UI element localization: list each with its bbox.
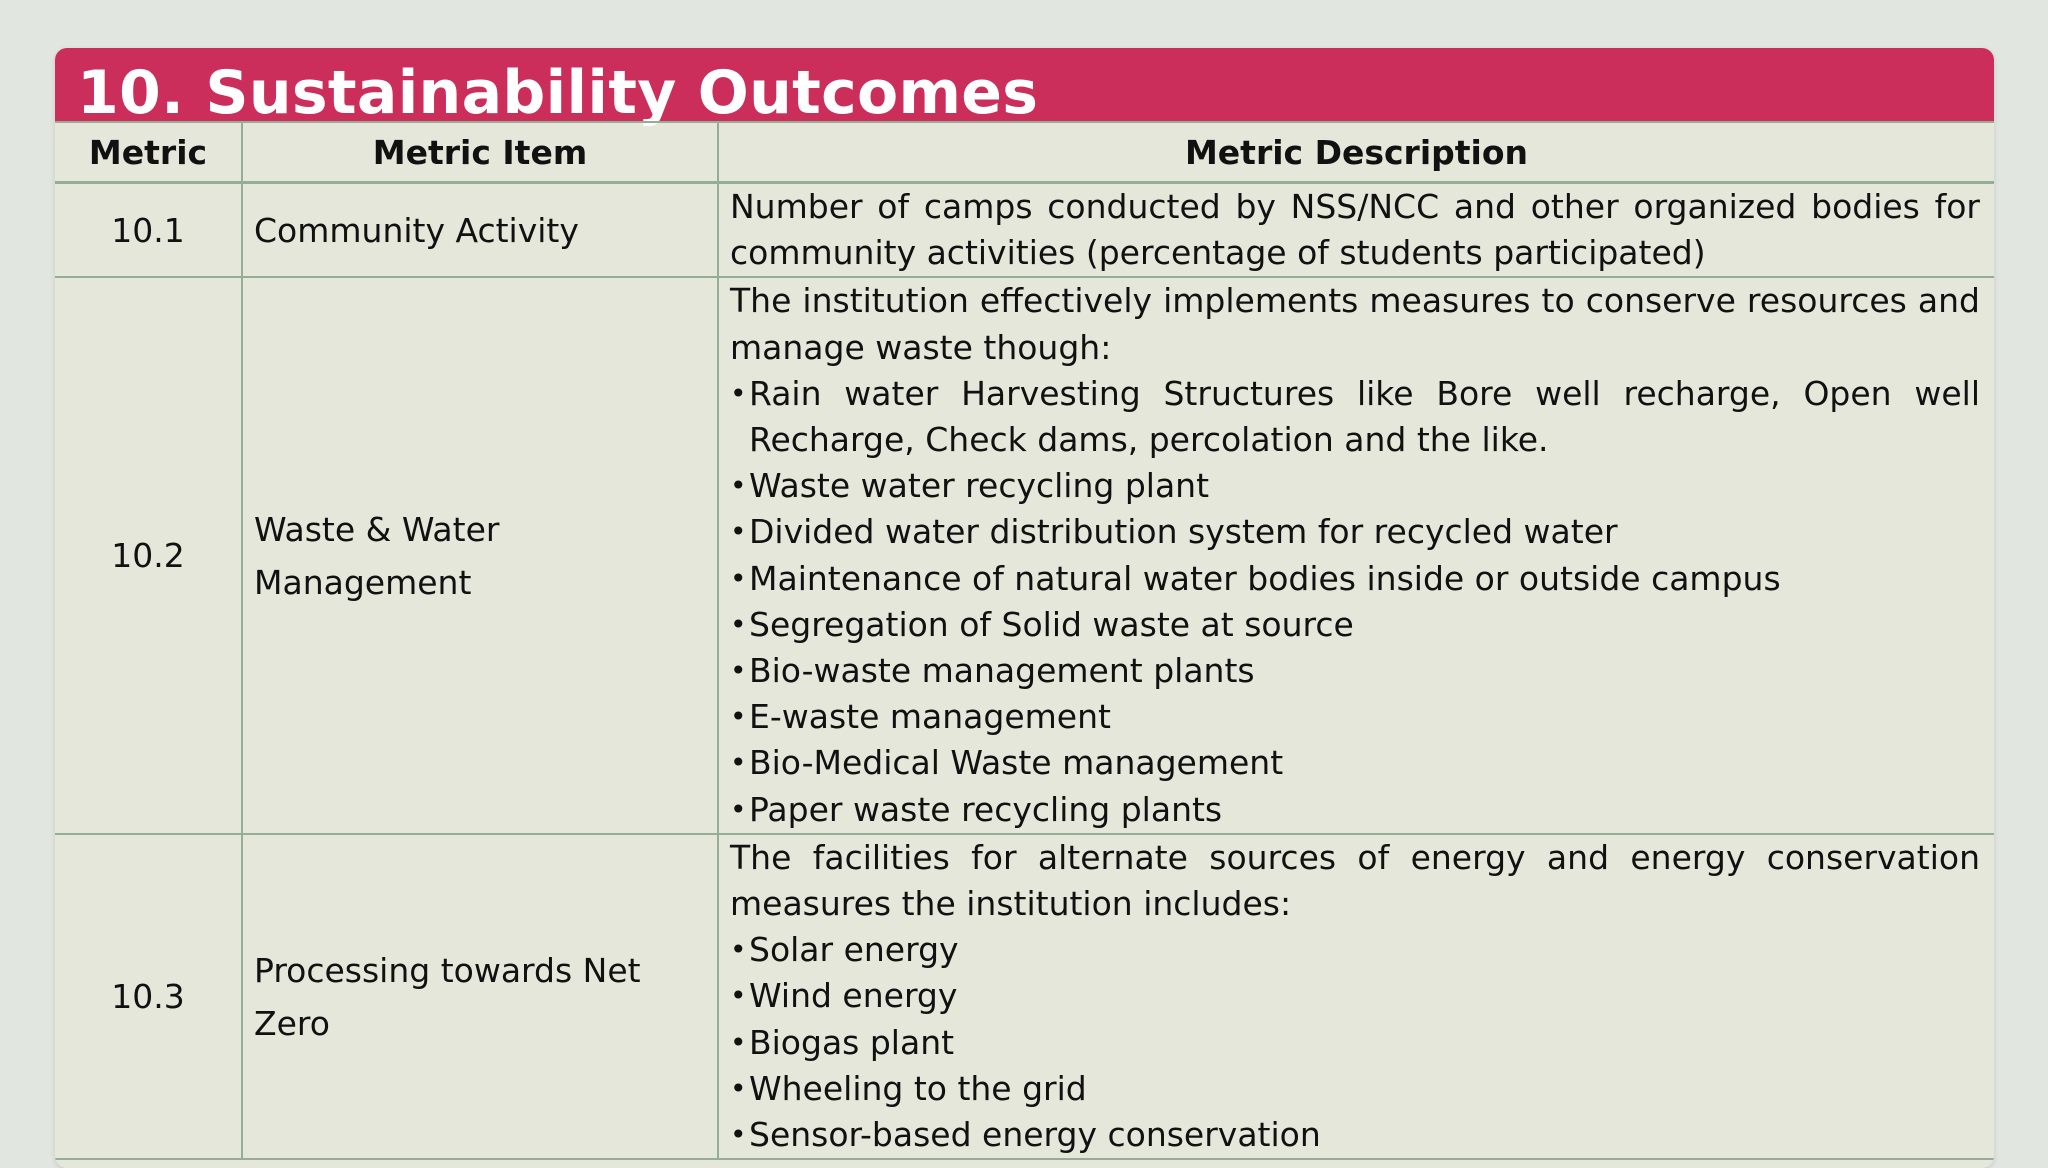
header-metric-item: Metric Item [242,122,718,183]
bullet-icon: • [730,469,747,503]
table-row [55,834,1994,1159]
metric-number: 10.1 [55,183,242,278]
list-item [730,1112,1980,1158]
list-item-text: Maintenance of natural water bodies inside or outside campus [749,558,1781,598]
metrics-table [55,121,1994,1160]
bullet-icon: • [730,515,747,549]
bullet-icon: • [730,561,747,595]
metric-description [718,834,1994,1159]
list-item-text: Segregation of Solid waste at source [749,604,1354,644]
list-item-text: Waste water recycling plant [749,466,1210,506]
bullet-icon: • [730,979,747,1013]
list-item [730,694,1980,740]
description-text: The facilities for alternate sources of energy and energy conservation measures the institution includes: [730,837,1980,924]
bullet-icon: • [730,654,747,688]
header-metric: Metric [55,122,242,183]
list-item [730,927,1980,973]
table-header-row [55,122,1994,183]
bullet-icon: • [730,1071,747,1105]
list-item-text: Rain water Harvesting Structures like Bore well recharge, Open well Recharge, Check dams, percolation and the like. [749,373,1980,460]
list-item-text: Sensor-based energy conservation [749,1115,1321,1155]
bullet-icon: • [730,933,747,967]
list-item-text: Bio-waste management plants [749,651,1255,691]
bullet-icon: • [730,1025,747,1059]
list-item-text: E-waste management [749,697,1111,737]
list-item [730,463,1980,509]
slide-title: 10. Sustainability Outcomes [77,58,1039,128]
list-item [730,740,1980,786]
bullet-icon: • [730,1118,747,1152]
metric-item: Processing towards Net Zero [242,834,718,1159]
metric-item: Community Activity [242,183,718,278]
list-item [730,509,1980,555]
list-item-text: Wheeling to the grid [749,1068,1087,1108]
metric-description [718,277,1994,833]
bullet-icon: • [730,376,747,410]
metric-description [718,183,1994,278]
bullet-list [730,371,1980,833]
bullet-icon: • [730,792,747,826]
bullet-icon: • [730,746,747,780]
slide-card [55,48,1994,1168]
list-item [730,556,1980,602]
list-item-text: Solar energy [749,930,959,970]
bullet-icon: • [730,700,747,734]
list-item-text: Paper waste recycling plants [749,789,1223,829]
title-bar [55,48,1994,128]
header-metric-description: Metric Description [718,122,1994,183]
description-text: Number of camps conducted by NSS/NCC and other organized bodies for community activities (percentage of students participated) [730,187,1980,273]
list-item [730,787,1980,833]
table-row [55,183,1994,278]
metric-number: 10.3 [55,834,242,1159]
bullet-icon: • [730,607,747,641]
list-item-text: Biogas plant [749,1022,955,1062]
list-item-text: Divided water distribution system for recycled water [749,512,1618,552]
list-item [730,648,1980,694]
table-row [55,277,1994,833]
list-item [730,1066,1980,1112]
metric-number: 10.2 [55,277,242,833]
bullet-list [730,927,1980,1158]
metric-item: Waste & Water Management [242,277,718,833]
list-item-text: Bio-Medical Waste management [749,743,1284,783]
list-item-text: Wind energy [749,976,958,1016]
list-item [730,973,1980,1019]
list-item [730,602,1980,648]
list-item [730,371,1980,463]
description-text: The institution effectively implements measures to conserve resources and manage waste though: [730,281,1980,367]
list-item [730,1020,1980,1066]
